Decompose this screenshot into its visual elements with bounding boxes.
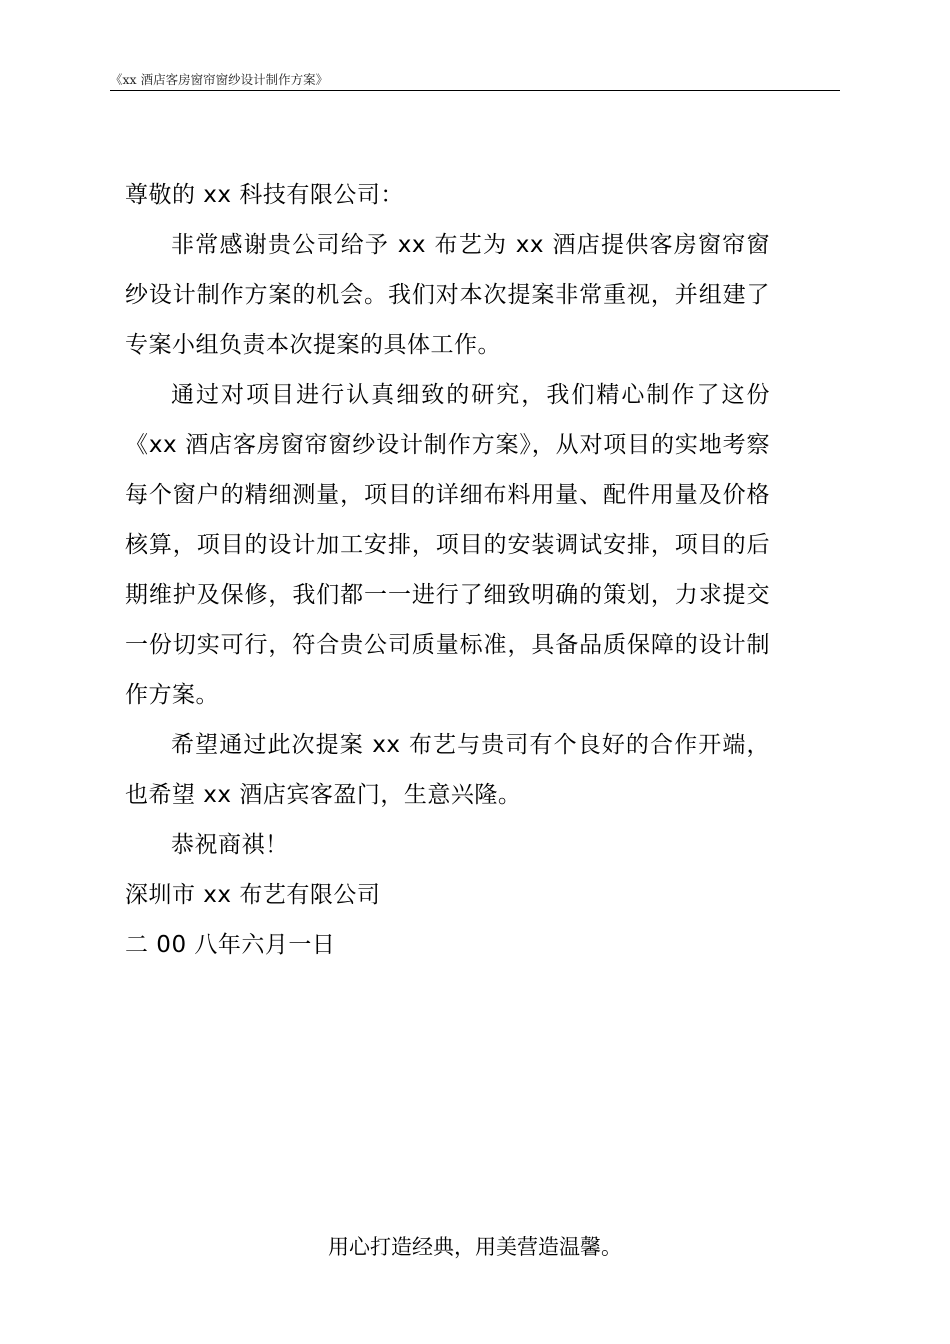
page-header bbox=[110, 70, 840, 91]
letter-closing: 恭祝商祺！ bbox=[171, 832, 289, 858]
letter-date: 二 00 八年六月一日 bbox=[125, 932, 336, 958]
letter-salutation: 尊敬的 xx 科技有限公司： bbox=[125, 182, 404, 208]
document-title-header: 《xx 酒店客房窗帘窗纱设计制作方案》 bbox=[110, 72, 329, 87]
letter-body bbox=[125, 170, 770, 970]
letter-paragraph-3: 希望通过此次提案 xx 布艺与贵司有个良好的合作开端，也希望 xx 酒店宾客盈门，生意兴隆。 bbox=[125, 732, 770, 808]
letter-paragraph-1: 非常感谢贵公司给予 xx 布艺为 xx 酒店提供客房窗帘窗纱设计制作方案的机会。我们对本次提案非常重视，并组建了专案小组负责本次提案的具体工作。 bbox=[125, 232, 770, 358]
letter-paragraph-2: 通过对项目进行认真细致的研究，我们精心制作了这份《xx 酒店客房窗帘窗纱设计制作方案》，从对项目的实地考察每个窗户的精细测量，项目的详细布料用量、配件用量及价格核算，项目的设计加工安排，项目的安装调试安排，项目的后期维护及保修，我们都一一进行了细致明确的策划，力求提交一份切实可行，符合贵公司质量标准，具备品质保障的设计制作方案。 bbox=[125, 382, 770, 708]
footer-slogan: 用心打造经典，用美营造温馨。 bbox=[328, 1235, 622, 1259]
letter-signature: 深圳市 xx 布艺有限公司 bbox=[125, 882, 381, 908]
